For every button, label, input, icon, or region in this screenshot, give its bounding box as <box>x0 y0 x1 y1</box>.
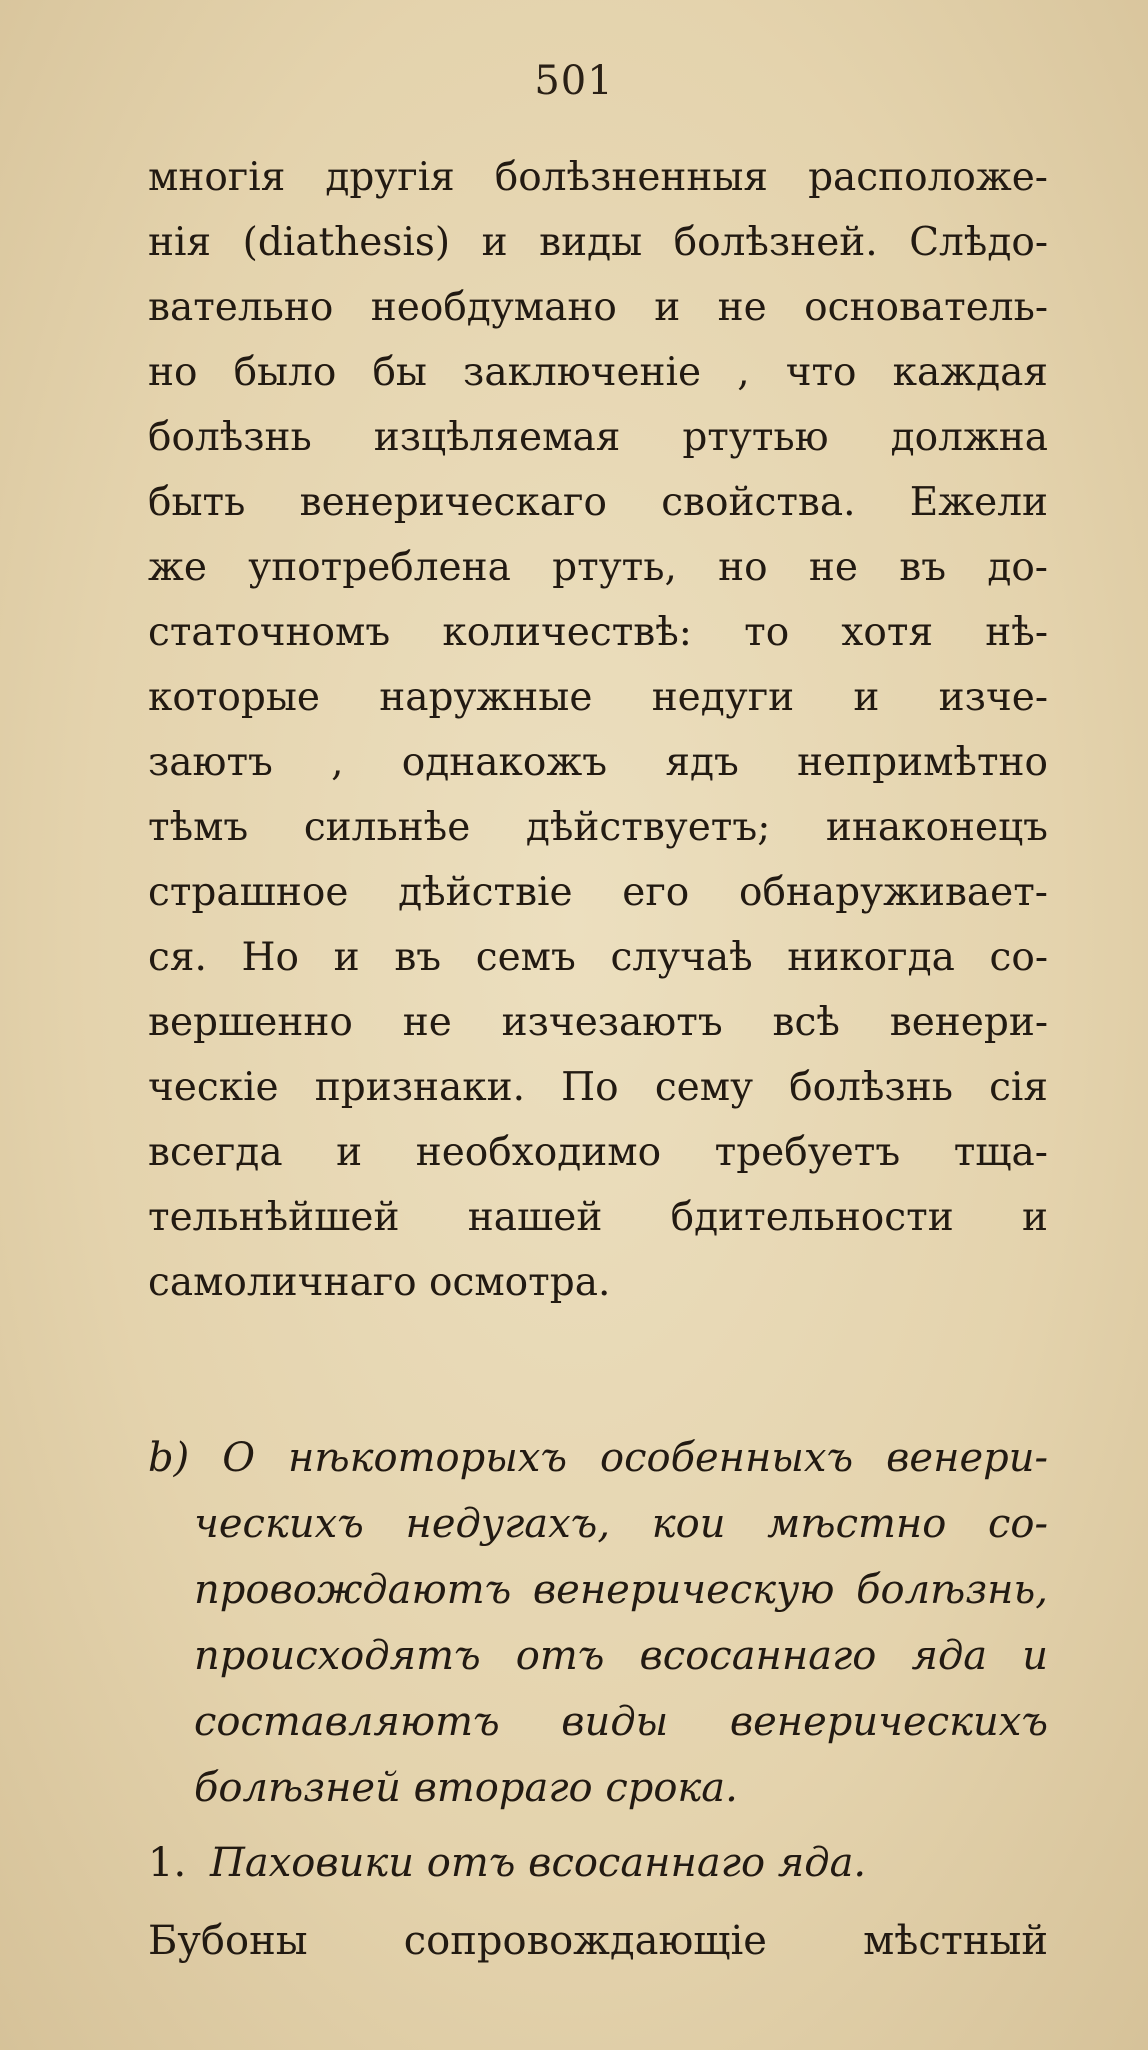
section-heading-line: b) О нѣкоторыхъ особенныхъ венери- <box>148 1435 1048 1481</box>
page-number: 501 <box>534 58 614 104</box>
item-title: Паховики отъ всосаннаго яда. <box>210 1840 867 1886</box>
paragraph-line: ся. Но и въ семъ случаѣ никогда со- <box>148 935 1048 980</box>
paragraph-line: вательно необдумано и не основатель- <box>148 285 1048 330</box>
section-heading-line: ческихъ недугахъ, кои мѣстно со- <box>194 1501 1048 1547</box>
paragraph-line: многія другія болѣзненныя расположе- <box>148 155 1048 200</box>
section-heading-line: провождаютъ венерическую болѣзнь, <box>194 1567 1048 1613</box>
paragraph-line: тѣмъ сильнѣе дѣйствуетъ; инаконецъ <box>148 805 1048 850</box>
section-heading-line: составляютъ виды венерическихъ <box>194 1699 1048 1745</box>
section-heading <box>148 1425 1048 1821</box>
paragraph-line: заютъ , однакожъ ядъ непримѣтно <box>148 740 1048 785</box>
paragraph-line: всегда и необходимо требуетъ тща- <box>148 1130 1048 1175</box>
paragraph-line: но было бы заключеніе , что каждая <box>148 350 1048 395</box>
list-item <box>148 1829 1048 1897</box>
paragraph-line: Бубоны сопровождающіе мѣстный <box>148 1918 1048 1964</box>
paragraph-line: вершенно не изчезаютъ всѣ венери- <box>148 1000 1048 1045</box>
section-heading-line: болѣзней втораго срока. <box>194 1765 738 1811</box>
paragraph-line: болѣзнь изцѣляемая ртутью должна <box>148 415 1048 460</box>
paragraph <box>148 145 1048 1315</box>
text-block <box>148 145 1048 1975</box>
section-gap <box>148 1315 1048 1425</box>
paragraph-line: страшное дѣйствіе его обнаруживает- <box>148 870 1048 915</box>
paragraph-line: ческіе признаки. По сему болѣзнь сія <box>148 1065 1048 1110</box>
paragraph-line: же употреблена ртуть, но не въ до- <box>148 545 1048 590</box>
paragraph-line: быть венерическаго свойства. Ежели <box>148 480 1048 525</box>
paragraph-line: нія (diathesis) и виды болѣзней. Слѣдо- <box>148 220 1048 265</box>
section-heading-line: происходятъ отъ всосаннаго яда и <box>194 1633 1048 1679</box>
paragraph-line: статочномъ количествѣ: то хотя нѣ- <box>148 610 1048 655</box>
item-number: 1. <box>148 1840 187 1886</box>
paragraph-line: самоличнаго осмотра. <box>148 1260 611 1305</box>
paragraph-line: тельнѣйшей нашей бдительности и <box>148 1195 1048 1240</box>
paragraph-line: которые наружные недуги и изче- <box>148 675 1048 720</box>
